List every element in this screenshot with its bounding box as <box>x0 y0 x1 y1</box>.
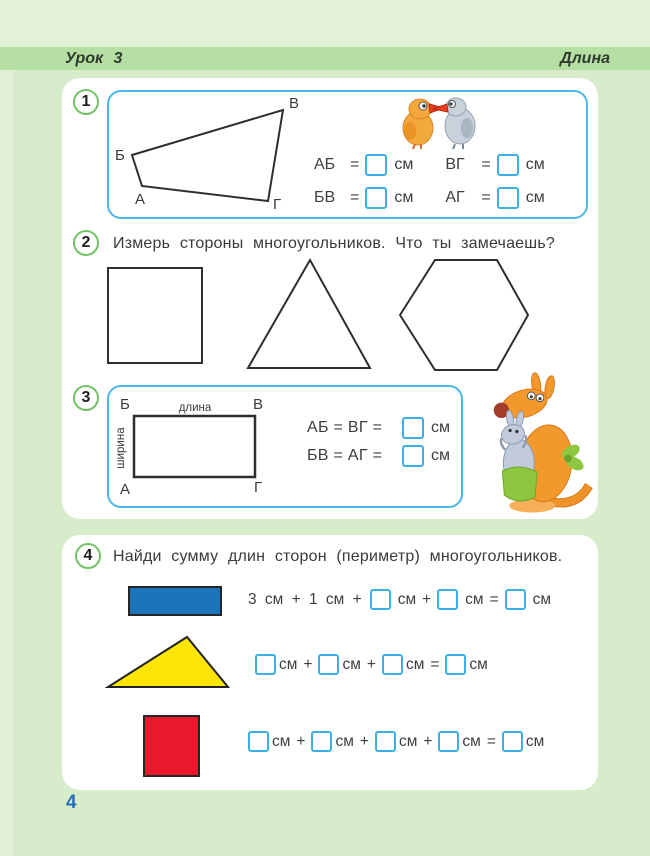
answer-box[interactable] <box>370 589 391 610</box>
plus-sign: + <box>422 590 432 608</box>
bow-knot <box>564 455 572 463</box>
vertex-label-b: Б <box>115 147 125 164</box>
rectangle-figure <box>109 387 284 502</box>
task-1-box <box>107 90 588 219</box>
answer-box[interactable] <box>497 154 519 176</box>
equals-sign: = <box>486 732 496 750</box>
polygons-figure <box>100 255 570 375</box>
box-unit-pair <box>318 654 360 675</box>
equals-sign: = <box>350 156 360 173</box>
length-label: длина <box>178 402 212 414</box>
plus-sign: + <box>366 655 376 673</box>
task-1-number-label: 1 <box>81 93 91 110</box>
answer-box[interactable] <box>497 187 519 209</box>
answer-box[interactable] <box>382 654 403 675</box>
pigeon-pupil <box>449 102 452 105</box>
plus-sign: + <box>423 732 433 750</box>
task-3-eq-row-1 <box>307 417 450 439</box>
answer-box[interactable] <box>438 731 459 752</box>
task-3-eq-row-2 <box>307 445 450 467</box>
task-3-box <box>107 385 463 508</box>
equation-label: БВ <box>314 189 336 206</box>
equals-sign: = <box>430 655 440 673</box>
lesson-title: Урок 3 <box>65 49 123 67</box>
answer-box[interactable] <box>365 154 387 176</box>
equation-label: АГ <box>445 189 465 206</box>
task-2-number <box>73 230 99 256</box>
eq-ab <box>314 154 413 176</box>
blue-rectangle-shape <box>128 586 222 616</box>
joey-eye <box>515 430 518 433</box>
equals-sign: = <box>481 156 491 173</box>
vertex-label-v: В <box>289 95 300 112</box>
kangaroo-pouch <box>502 467 537 501</box>
equals-sign: = <box>481 189 491 206</box>
equals-sign: = <box>350 189 360 206</box>
topic-title: Длина <box>560 49 610 67</box>
pigeon-head <box>446 98 466 116</box>
task-1-eq-row-1 <box>314 154 545 176</box>
tasks-panel-lower <box>62 535 598 790</box>
eq-vg <box>445 154 544 176</box>
vertex-label-v: В <box>253 396 264 413</box>
equation-label: АБ = ВГ = <box>307 419 383 436</box>
quadrilateral-figure <box>109 92 319 217</box>
answer-box[interactable] <box>318 654 339 675</box>
box-unit-pair <box>445 654 487 675</box>
kangaroo-pupil <box>538 397 541 400</box>
vertex-label-g: Г <box>273 196 282 213</box>
unit-label: см <box>532 590 552 608</box>
task-1-eq-row-2 <box>314 187 545 209</box>
answer-box[interactable] <box>365 187 387 209</box>
answer-box[interactable] <box>502 731 523 752</box>
quadrilateral-shape <box>132 110 283 201</box>
box-unit-pair <box>502 731 544 752</box>
vertex-label-a: А <box>135 191 146 208</box>
unit-label: см <box>272 732 291 750</box>
unit-label: см <box>342 655 361 673</box>
red-square-shape <box>143 715 200 777</box>
unit-label: см <box>405 655 425 673</box>
box-unit-pair <box>375 731 417 752</box>
task-3-number-label: 3 <box>81 389 91 406</box>
task-4-eq-row-3 <box>248 731 544 752</box>
triangle-polygon <box>108 637 228 687</box>
box-unit-pair <box>311 731 353 752</box>
unit-label: см <box>335 732 354 750</box>
unit-label: см <box>397 590 417 608</box>
unit-label: см <box>431 419 450 436</box>
unit-label: см <box>394 189 414 206</box>
answer-box[interactable] <box>402 417 424 439</box>
left-margin-band <box>0 47 13 856</box>
square-shape <box>108 268 202 363</box>
task-4-instruction: Найди сумму длин сторон (периметр) многоугольников. <box>113 548 563 565</box>
task-4-eq-row-1 <box>248 589 551 610</box>
task-2-instruction: Измерь стороны многоугольников. Что ты замечаешь? <box>113 235 555 252</box>
unit-label: см <box>525 189 545 206</box>
plus-sign: + <box>303 655 313 673</box>
width-label: ширина <box>115 427 127 469</box>
task-1-number <box>73 89 99 115</box>
header-bar <box>0 47 650 70</box>
hexagon-shape <box>400 260 528 370</box>
eq-ag <box>445 187 544 209</box>
unit-label: см <box>525 732 545 750</box>
top-margin-band <box>0 0 650 47</box>
plus-sign: + <box>359 732 369 750</box>
unit-label: см <box>398 732 418 750</box>
chick-wing <box>404 122 416 140</box>
joey-eye <box>508 429 511 432</box>
vertex-label-a: А <box>120 481 131 498</box>
unit-label: см <box>279 655 298 673</box>
unit-label: см <box>525 156 545 173</box>
plus-sign: + <box>296 732 306 750</box>
kangaroo-illustration <box>486 372 594 518</box>
equals-sign: = <box>489 590 499 608</box>
equation-label: АБ <box>314 156 336 173</box>
equation-label: ВГ <box>445 156 465 173</box>
vertex-label-g: Г <box>254 479 263 496</box>
birds-illustration <box>397 94 483 150</box>
answer-box[interactable] <box>445 654 466 675</box>
rectangle-shape <box>134 416 255 477</box>
vertex-label-b: Б <box>120 396 130 413</box>
yellow-triangle-shape <box>105 634 231 690</box>
box-unit-pair <box>382 654 424 675</box>
kangaroo-pupil <box>530 395 533 398</box>
answer-box[interactable] <box>255 654 276 675</box>
unit-label: см <box>465 590 484 608</box>
pigeon-wing <box>461 118 473 138</box>
task-4-number <box>75 543 101 569</box>
box-unit-pair <box>255 654 297 675</box>
unit-label: см <box>462 732 481 750</box>
task-4-eq-row-2 <box>255 654 488 675</box>
equation-lead: 3 см + 1 см + <box>248 590 362 608</box>
triangle-shape <box>248 260 370 368</box>
page-number: 4 <box>66 792 77 813</box>
answer-box[interactable] <box>505 589 526 610</box>
answer-box[interactable] <box>311 731 332 752</box>
eq-bv <box>314 187 413 209</box>
pigeon-legs <box>453 144 463 149</box>
tasks-panel-upper <box>62 78 598 519</box>
unit-label: см <box>394 156 414 173</box>
answer-box[interactable] <box>402 445 424 467</box>
task-2-number-label: 2 <box>81 234 91 251</box>
equation-label: БВ = АГ = <box>307 447 383 464</box>
task-4-number-label: 4 <box>83 547 93 564</box>
answer-box[interactable] <box>248 731 269 752</box>
unit-label: см <box>431 447 450 464</box>
chick-pupil <box>422 104 425 107</box>
task-3-number <box>73 385 99 411</box>
answer-box[interactable] <box>437 589 458 610</box>
box-unit-pair <box>248 731 290 752</box>
answer-box[interactable] <box>375 731 396 752</box>
unit-label: см <box>469 655 488 673</box>
box-unit-pair <box>438 731 480 752</box>
